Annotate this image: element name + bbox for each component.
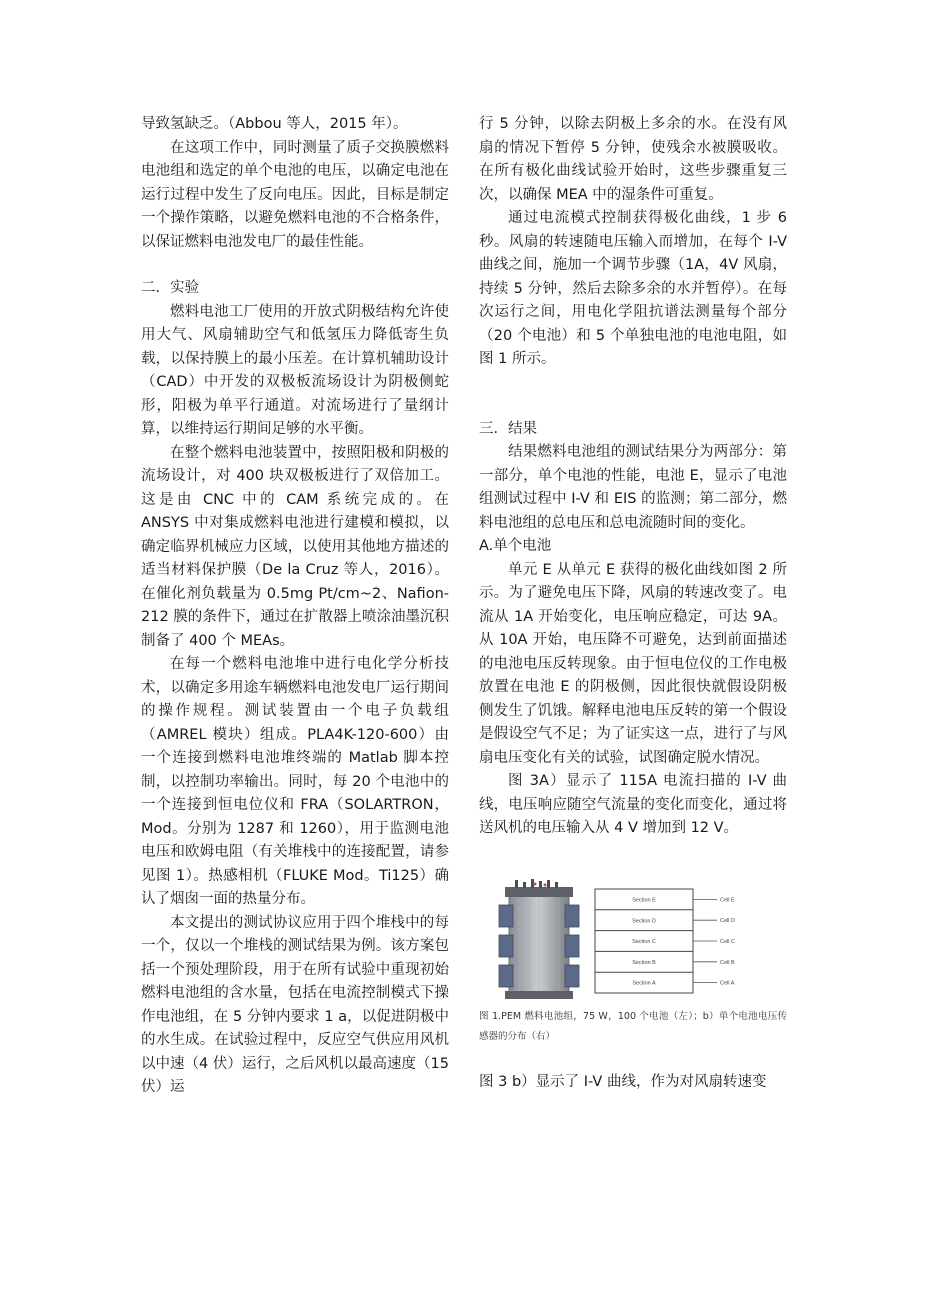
section-label: Section B: [632, 959, 656, 966]
section-label: Section D: [632, 917, 656, 924]
paragraph: 通过电流模式控制获得极化曲线，1 步 6 秒。风扇的转速随电压输入而增加，在每个 I-V 曲线之间，施加一个调节步骤（1A，4V 风扇，持续 5 分钟，然后去除多余的水并暂停）。在每次运行之间，用电化学阻抗谱法测量每个部分（20 个电池）和 5 个单独电池的电池电阻，如图 1 所示。: [479, 210, 787, 367]
section-heading-results: 三．结果: [479, 420, 537, 437]
paragraph: 结果燃料电池组的测试结果分为两部分：第一部分，单个电池的性能，电池 E，显示了电池组测试过程中 I-V 和 EIS 的监测；第二部分，燃料电池组的总电压和总电流随时间的变化。: [479, 444, 787, 531]
paragraph: 燃料电池工厂使用的开放式阴极结构允许使用大气、风扇辅助空气和低氢压力降低寄生负载，以保持膜上的最小压差。在计算机辅助设计（CAD）中开发的双极板流场设计为阴极侧蛇形，阳极为单平行通道。对流场进行了量纲计算，以维持运行期间足够的水平衡。: [141, 303, 449, 437]
fuel-cell-stack-photo: [495, 879, 583, 1005]
cell-label: Cell A: [720, 980, 735, 987]
paragraph: 在这项工作中，同时测量了质子交换膜燃料电池组和选定的单个电池的电压，以确定电池在运行过程中发生了反向电压。因此，目标是制定一个操作策略，以避免燃料电池的不合格条件，以保证燃料电池发电厂的最佳性能。: [141, 139, 449, 250]
cell-voltage-sensor-diagram: [593, 887, 773, 997]
paragraph: 图 3 b）显示了 I-V 曲线，作为对风扇转速变: [479, 1073, 767, 1090]
cell-label: Cell B: [720, 959, 735, 966]
section-label: Section A: [632, 980, 656, 987]
paragraph: 图 3A）显示了 115A 电流扫描的 I-V 曲线，电压响应随空气流量的变化而变化，通过将送风机的电压输入从 4 V 增加到 12 V。: [479, 773, 787, 836]
paragraph: 行 5 分钟，以除去阴极上多余的水。在没有风扇的情况下暂停 5 分钟，使残余水被膜吸收。在所有极化曲线试验开始时，这些步骤重复三次，以确保 MEA 中的湿条件可重复。: [479, 116, 787, 203]
section-label: Section E: [632, 897, 656, 903]
paragraph: 本文提出的测试协议应用于四个堆栈中的每一个，仅以一个堆栈的测试结果为例。该方案包括一个预处理阶段，用于在所有试验中重现初始燃料电池组的含水量，包括在电流控制模式下操作电池组，在 5 分钟内要求 1 a，以促进阴极中的水生成。在试验过程中，反应空气供应用风机以中速（4 伏）运行，之后风机以最高速度（15 伏）运: [141, 914, 449, 1095]
subsection-heading: A.单个电池: [479, 538, 552, 554]
right-column: [479, 113, 787, 1094]
figure-1: [479, 877, 787, 1007]
paragraph: 单元 E 从单元 E 获得的极化曲线如图 2 所示。为了避免电压下降，风扇的转速改变了。电流从 1A 开始变化，电压响应稳定，可达 9A。从 10A 开始，电压降不可避免，达到前面描述的电池电压反转现象。由于恒电位仪的工作电极放置在电池 E 的阴极侧，因此很快就假设阴极侧发生了饥饿。解释电池电压反转的第一个假设是假设空气不足；为了证实这一点，进行了与风扇电压变化有关的试验，试图确定脱水情况。: [479, 561, 787, 766]
paragraph: 导致氢缺乏。（Abbou 等人，2015 年）。: [141, 116, 408, 132]
cell-label: Cell E: [720, 896, 735, 903]
left-column: [141, 113, 449, 1100]
cell-label: Cell C: [720, 938, 735, 945]
cell-label: Cell D: [720, 917, 735, 924]
figure-caption: 图 1.PEM 燃料电池组，75 W，100 个电池（左）；b）单个电池电压传感器的分布（右）: [479, 1010, 787, 1042]
section-label: Section C: [632, 938, 656, 945]
paragraph: 在每一个燃料电池堆中进行电化学分析技术，以确定多用途车辆燃料电池发电厂运行期间的操作规程。测试装置由一个电子负载组（AMREL 模块）组成。PLA4K-120-600）由一个连接到燃料电池堆终端的 Matlab 脚本控制，以控制功率输出。同时，每 20 个电池中的一个连接到恒电位仪和 FRA（SOLARTRON，Mod。分别为 1287 和 1260），用于监测电池电压和欧姆电阻（有关堆栈中的连接配置，请参见图 1）。热感相机（FLUKE Mod。Ti125）确认了烟囱一面的热量分布。: [141, 656, 449, 907]
paragraph: 在整个燃料电池装置中，按照阳极和阴极的流场设计，对 400 块双极板进行了双倍加工。这是由 CNC 中的 CAM 系统完成的。在 ANSYS 中对集成燃料电池进行建模和模拟，以确定临界机械应力区域，以使用其他地方描述的适当材料保护膜（De la Cruz 等人，2016）。在催化剂负载量为 0.5mg Pt/cm~2、Nafion-212 膜的条件下，通过在扩散器上喷涂油墨沉积制备了 400 个 MEAs。: [141, 444, 449, 649]
section-heading-experiment: 二．实验: [141, 280, 199, 296]
